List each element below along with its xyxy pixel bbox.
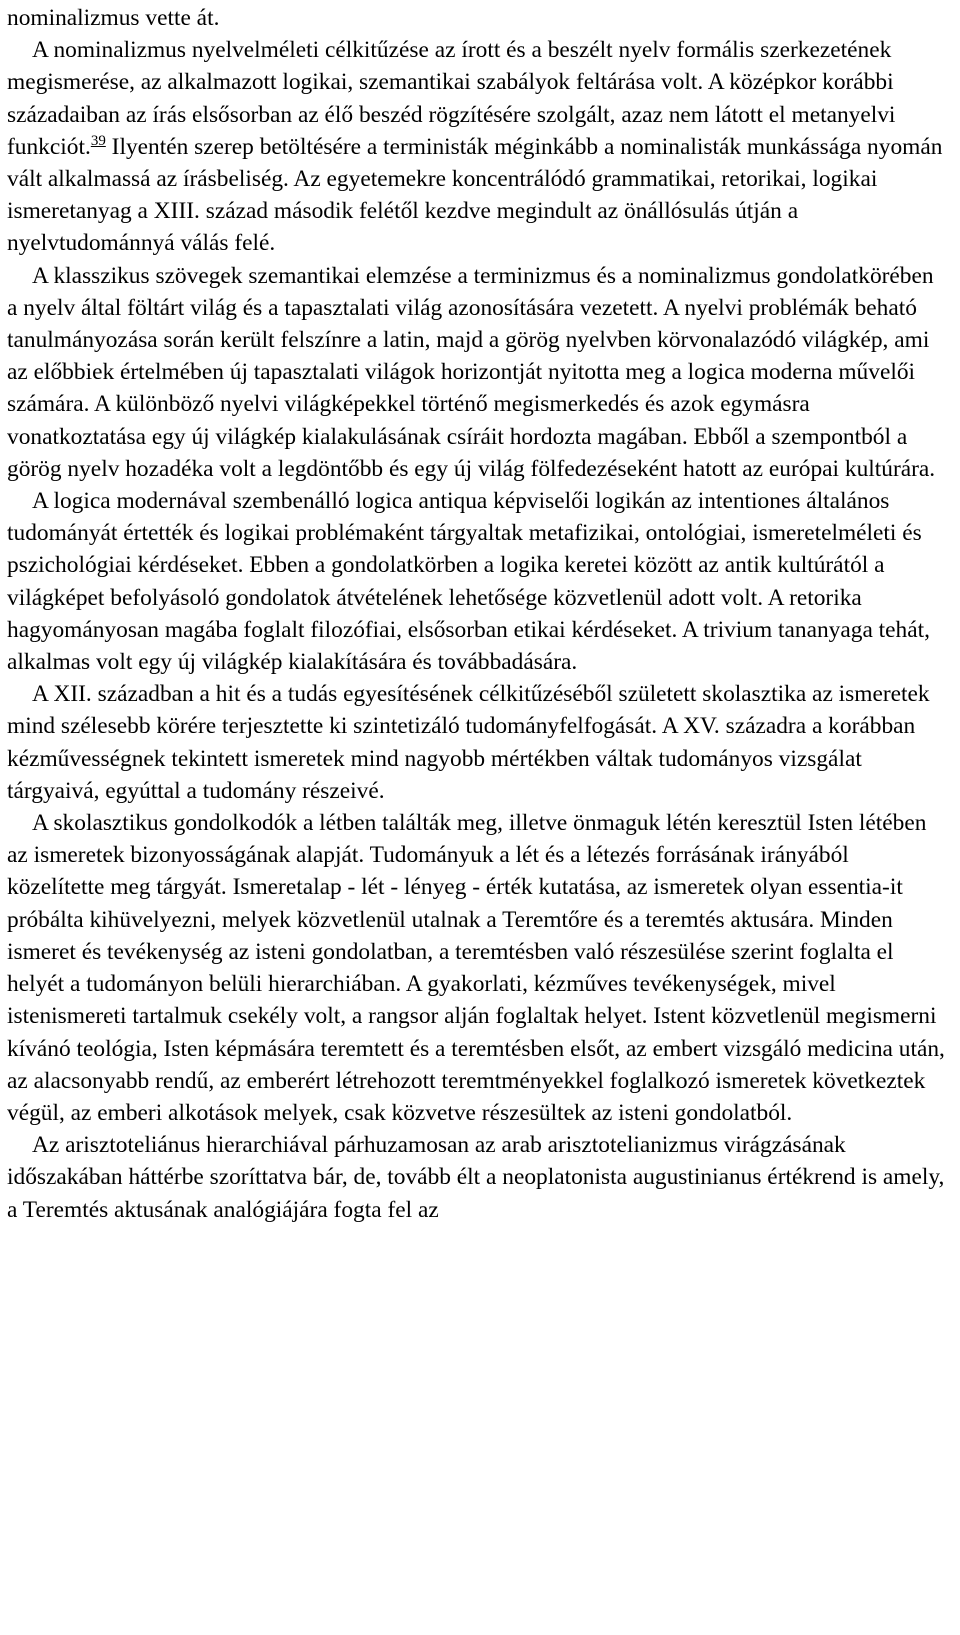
paragraph-logica-antiqua: A logica modernával szembenálló logica antiqua képviselői logikán az intentiones általános tudományát értették és logikai problémaként tárgyaltak metafizikai, ontológiai, ismeretelméleti és pszichológiai kérdéseket. Ebben a gondolatkörben a logika keretei között az antik kultúrától a világképet befolyásoló gondolatok átvételének lehetősége közvetlenül adott volt. A retorika hagyományosan magába foglalt filozófiai, elsősorban etikai kérdéseket. A trivium tananyaga tehát, alkalmas volt egy új világkép kialakítására és továbbadására. xyxy=(7,488,930,676)
paragraph-aristotelian-hierarchy: Az arisztoteliánus hierarchiával párhuzamosan az arab arisztotelianizmus virágzásának időszakában háttérbe szoríttatva bár, de, tovább élt a neoplatonista augustinianus értékrend is amely, a Teremtés aktusának analógiájára fogta fel az xyxy=(7,1132,945,1223)
paragraph-nominalism xyxy=(7,34,946,259)
paragraph-scholasticism: A XII. században a hit és a tudás egyesítésének célkitűzéséből született skolasztika az ismeretek mind szélesebb körére terjesztette ki szintetizáló tudományfelfogását. A XV. századra a korábban kézművességnek tekintett ismeretek mind nagyobb mértékben váltak tudományos vizsgálat tárgyaivá, egyúttal a tudomány részeivé. xyxy=(7,681,930,804)
paragraph-continuation: nominalizmus vette át. xyxy=(7,5,220,31)
footnote-reference[interactable]: 39 xyxy=(90,132,106,149)
paragraph-classical-texts: A klasszikus szövegek szemantikai elemzése a terminizmus és a nominalizmus gondolatkörében a nyelv által föltárt világ és a tapasztalati világ azonosítására vezetett. A nyelvi problémák beható tanulmányozása során került felszínre a latin, majd a görög nyelvben körvonalazódó világkép, ami az előbbiek értelmében új tapasztalati világok horizontját nyitotta meg a logica moderna művelői számára. A különböző nyelvi világképekkel történő megismerkedés és azok egymásra vonatkoztatása egy új világkép kialakulásának csíráit hordozta magában. Ebből a szempontból a görög nyelv hozadéka volt a legdöntőbb és egy új világ fölfedezéseként hatott az európai kultúrára. xyxy=(7,262,936,482)
paragraph-text: A nominalizmus nyelvelméleti célkitűzése az írott és a beszélt nyelv formális szerkezetének megismerése, az alkalmazott logikai, szemantikai szabályok feltárása volt. A középkor korábbi századaiban az írás elsősorban az élő beszéd rögzítésére szolgált, azaz nem látott el metanyelvi funkciót. xyxy=(7,37,896,160)
paragraph-scholastic-thinkers: A skolasztikus gondolkodók a létben találták meg, illetve önmaguk létén keresztül Isten létében az ismeretek bizonyosságának alapját. Tudományuk a lét és a létezés forrásának irányából közelítette meg tárgyát. Ismeretalap - lét - lényeg - érték kutatása, az ismeretek olyan essentia-it próbálta kihüvelyezni, melyek közvetlenül utalnak a Teremtőre és a teremtés aktusára. Minden ismeret és tevékenység az isteni gondolatban, a teremtésben való részesülése szerint foglalta el helyét a tudományon belüli hierarchiában. A gyakorlati, kézműves tevékenységek, mivel istenismereti tartalmuk csekély volt, a rangsor alján foglaltak helyet. Istent közvetlenül megismerni kívánó teológia, Isten képmására teremtett és a teremtésben elsőt, az embert vizsgáló medicina után, az alacsonyabb rendű, az emberért létrehozott teremtményekkel foglalkozó ismeretek következtek végül, az emberi alkotások melyek, csak közvetve részesültek az isteni gondolatból. xyxy=(7,810,945,1126)
paragraph-text: Ilyentén szerep betöltésére a terministák méginkább a nominalisták munkássága nyomán vált alkalmassá az írásbeliség. Az egyetemekre koncentrálódó grammatikai, retorikai, logikai ismeretanyag a XIII. század második felétől kezdve megindult az önállósulás útján a nyelvtudománnyá válás felé. xyxy=(7,133,943,257)
